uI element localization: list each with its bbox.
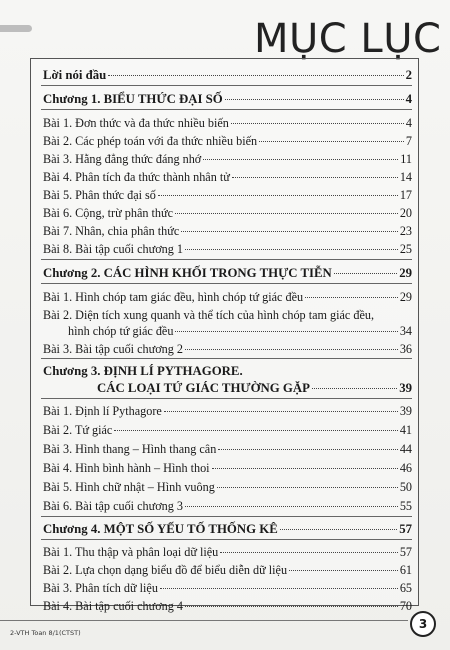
divider bbox=[41, 283, 412, 284]
footer-line bbox=[0, 620, 408, 621]
leader-dots bbox=[185, 249, 398, 250]
chapter-page: 57 bbox=[399, 522, 412, 536]
toc-item[interactable] bbox=[43, 562, 412, 578]
page-number-badge bbox=[410, 611, 436, 637]
toc-item[interactable] bbox=[43, 115, 412, 131]
leader-dots bbox=[212, 468, 398, 469]
toc-item-label: Bài 4. Bài tập cuối chương 4 bbox=[43, 599, 183, 613]
toc-item-label: Bài 3. Hình thang – Hình thang cân bbox=[43, 442, 217, 456]
toc-item-label: Bài 5. Hình chữ nhật – Hình vuông bbox=[43, 480, 215, 494]
toc-item-label: Bài 2. Lựa chọn dạng biểu đồ để biểu diễn dữ liệu bbox=[43, 563, 288, 577]
leader-dots bbox=[185, 606, 398, 607]
leader-dots bbox=[220, 552, 398, 553]
leader-dots bbox=[232, 177, 398, 178]
divider bbox=[41, 398, 412, 399]
toc-item[interactable] bbox=[43, 241, 412, 257]
toc-item-label: Bài 2. Các phép toán với đa thức nhiều biến bbox=[43, 134, 258, 148]
divider bbox=[41, 259, 412, 260]
toc-item-label: Bài 1. Đơn thức và đa thức nhiều biến bbox=[43, 116, 229, 130]
toc-item-label: Bài 6. Cộng, trừ phân thức bbox=[43, 206, 173, 220]
chapter-title: Chương 3. ĐỊNH LÍ PYTHAGORE. bbox=[43, 364, 243, 378]
table-of-contents bbox=[30, 58, 419, 613]
toc-item-page: 23 bbox=[399, 224, 412, 238]
toc-item[interactable] bbox=[43, 289, 412, 305]
leader-dots bbox=[158, 195, 398, 196]
toc-item[interactable] bbox=[43, 187, 412, 203]
toc-item-page: 41 bbox=[399, 423, 412, 437]
toc-item-label: Bài 3. Bài tập cuối chương 2 bbox=[43, 342, 183, 356]
leader-dots bbox=[185, 506, 398, 507]
chapter-2-heading[interactable] bbox=[43, 265, 412, 281]
toc-item[interactable] bbox=[43, 223, 412, 239]
toc-item-page: 65 bbox=[399, 581, 412, 595]
divider bbox=[41, 109, 412, 110]
leader-dots bbox=[305, 297, 398, 298]
toc-item-label: Bài 4. Phân tích đa thức thành nhân tử bbox=[43, 170, 230, 184]
leader-dots bbox=[334, 273, 397, 274]
toc-item[interactable] bbox=[43, 133, 412, 149]
toc-item-label: Bài 3. Hằng đẳng thức đáng nhớ bbox=[43, 152, 202, 166]
leader-dots bbox=[225, 99, 404, 100]
toc-item[interactable] bbox=[43, 169, 412, 185]
chapter-title: Chương 2. CÁC HÌNH KHỐI TRONG THỰC TIỄN bbox=[43, 266, 332, 280]
leader-dots bbox=[289, 570, 398, 571]
toc-item-label: Bài 5. Phân thức đại số bbox=[43, 188, 156, 202]
toc-item-page: 70 bbox=[399, 599, 412, 613]
leader-dots bbox=[185, 349, 398, 350]
chapter-3-heading[interactable] bbox=[43, 363, 243, 379]
toc-item-label: Bài 4. Hình bình hành – Hình thoi bbox=[43, 461, 210, 475]
toc-item-label: Bài 1. Định lí Pythagore bbox=[43, 404, 162, 418]
toc-item[interactable] bbox=[43, 598, 412, 614]
chapter-4-heading[interactable] bbox=[43, 521, 412, 537]
leader-dots bbox=[181, 231, 398, 232]
footer-code: 2-VTH Toan 8/1(CTST) bbox=[10, 629, 81, 637]
toc-item[interactable] bbox=[43, 544, 412, 560]
chapter-page: 4 bbox=[405, 92, 412, 106]
toc-item-line[interactable] bbox=[43, 307, 374, 323]
chapter-title: Chương 1. BIỂU THỨC ĐẠI SỐ bbox=[43, 92, 223, 106]
toc-intro[interactable] bbox=[43, 67, 412, 83]
toc-item-label: Bài 3. Phân tích dữ liệu bbox=[43, 581, 158, 595]
leader-dots bbox=[218, 449, 398, 450]
toc-item-page: 36 bbox=[399, 342, 412, 356]
divider bbox=[41, 539, 412, 540]
divider bbox=[41, 358, 412, 359]
toc-item[interactable] bbox=[43, 441, 412, 457]
toc-item-label: Bài 1. Thu thập và phân loại dữ liệu bbox=[43, 545, 219, 559]
toc-item-label: Bài 1. Hình chóp tam giác đều, hình chóp tứ giác đều bbox=[43, 290, 304, 304]
divider bbox=[41, 516, 412, 517]
leader-dots bbox=[280, 529, 397, 530]
leader-dots bbox=[259, 141, 404, 142]
toc-item[interactable] bbox=[43, 422, 412, 438]
toc-item[interactable] bbox=[43, 479, 412, 495]
toc-item-page: 17 bbox=[399, 188, 412, 202]
toc-item-continuation[interactable] bbox=[68, 323, 412, 339]
toc-item-page: 61 bbox=[399, 563, 412, 577]
toc-item-page: 39 bbox=[399, 404, 412, 418]
leader-dots bbox=[217, 487, 398, 488]
toc-item-page: 14 bbox=[399, 170, 412, 184]
toc-item-page: 55 bbox=[399, 499, 412, 513]
leader-dots bbox=[175, 331, 397, 332]
toc-item-page: 34 bbox=[399, 324, 412, 338]
toc-item[interactable] bbox=[43, 498, 412, 514]
page-title: MỤC LỤC bbox=[254, 16, 442, 62]
toc-item[interactable] bbox=[43, 205, 412, 221]
toc-item-page: 11 bbox=[400, 152, 412, 166]
toc-item-page: 29 bbox=[399, 290, 412, 304]
leader-dots bbox=[164, 411, 398, 412]
toc-item-page: 50 bbox=[399, 480, 412, 494]
leader-dots bbox=[160, 588, 398, 589]
leader-dots bbox=[108, 75, 403, 76]
toc-item-page: 7 bbox=[405, 134, 412, 148]
page-number: 3 bbox=[418, 617, 428, 631]
toc-item-label: Bài 7. Nhân, chia phân thức bbox=[43, 224, 180, 238]
toc-item-page: 4 bbox=[405, 116, 412, 130]
leader-dots bbox=[203, 159, 398, 160]
decorative-bar bbox=[0, 25, 32, 32]
toc-item-page: 46 bbox=[399, 461, 412, 475]
toc-item[interactable] bbox=[43, 580, 412, 596]
toc-item[interactable] bbox=[43, 460, 412, 476]
leader-dots bbox=[312, 388, 397, 389]
toc-item-page: 57 bbox=[399, 545, 412, 559]
toc-intro-page: 2 bbox=[405, 68, 412, 82]
toc-item-label: Bài 6. Bài tập cuối chương 3 bbox=[43, 499, 183, 513]
toc-item-page: 44 bbox=[399, 442, 412, 456]
toc-item-page: 20 bbox=[399, 206, 412, 220]
toc-item[interactable] bbox=[43, 403, 412, 419]
leader-dots bbox=[175, 213, 398, 214]
toc-item-label: Bài 2. Diện tích xung quanh và thể tích của hình chóp tam giác đều, bbox=[43, 308, 375, 322]
toc-intro-label: Lời nói đầu bbox=[43, 68, 107, 82]
chapter-page: 39 bbox=[399, 381, 412, 395]
toc-item-page: 25 bbox=[399, 242, 412, 256]
toc-item-label: hình chóp tứ giác đều bbox=[68, 324, 174, 338]
toc-item[interactable] bbox=[43, 151, 412, 167]
toc-item-label: Bài 8. Bài tập cuối chương 1 bbox=[43, 242, 183, 256]
leader-dots bbox=[114, 430, 397, 431]
chapter-page: 29 bbox=[399, 266, 412, 280]
chapter-3-heading-line2[interactable] bbox=[97, 380, 412, 396]
chapter-title: CÁC LOẠI TỨ GIÁC THƯỜNG GẶP bbox=[97, 381, 310, 395]
divider bbox=[41, 85, 412, 86]
chapter-1-heading[interactable] bbox=[43, 91, 412, 107]
chapter-title: Chương 4. MỘT SỐ YẾU TỐ THỐNG KÊ bbox=[43, 522, 278, 536]
toc-item-label: Bài 2. Tứ giác bbox=[43, 423, 113, 437]
leader-dots bbox=[231, 123, 404, 124]
toc-item[interactable] bbox=[43, 341, 412, 357]
